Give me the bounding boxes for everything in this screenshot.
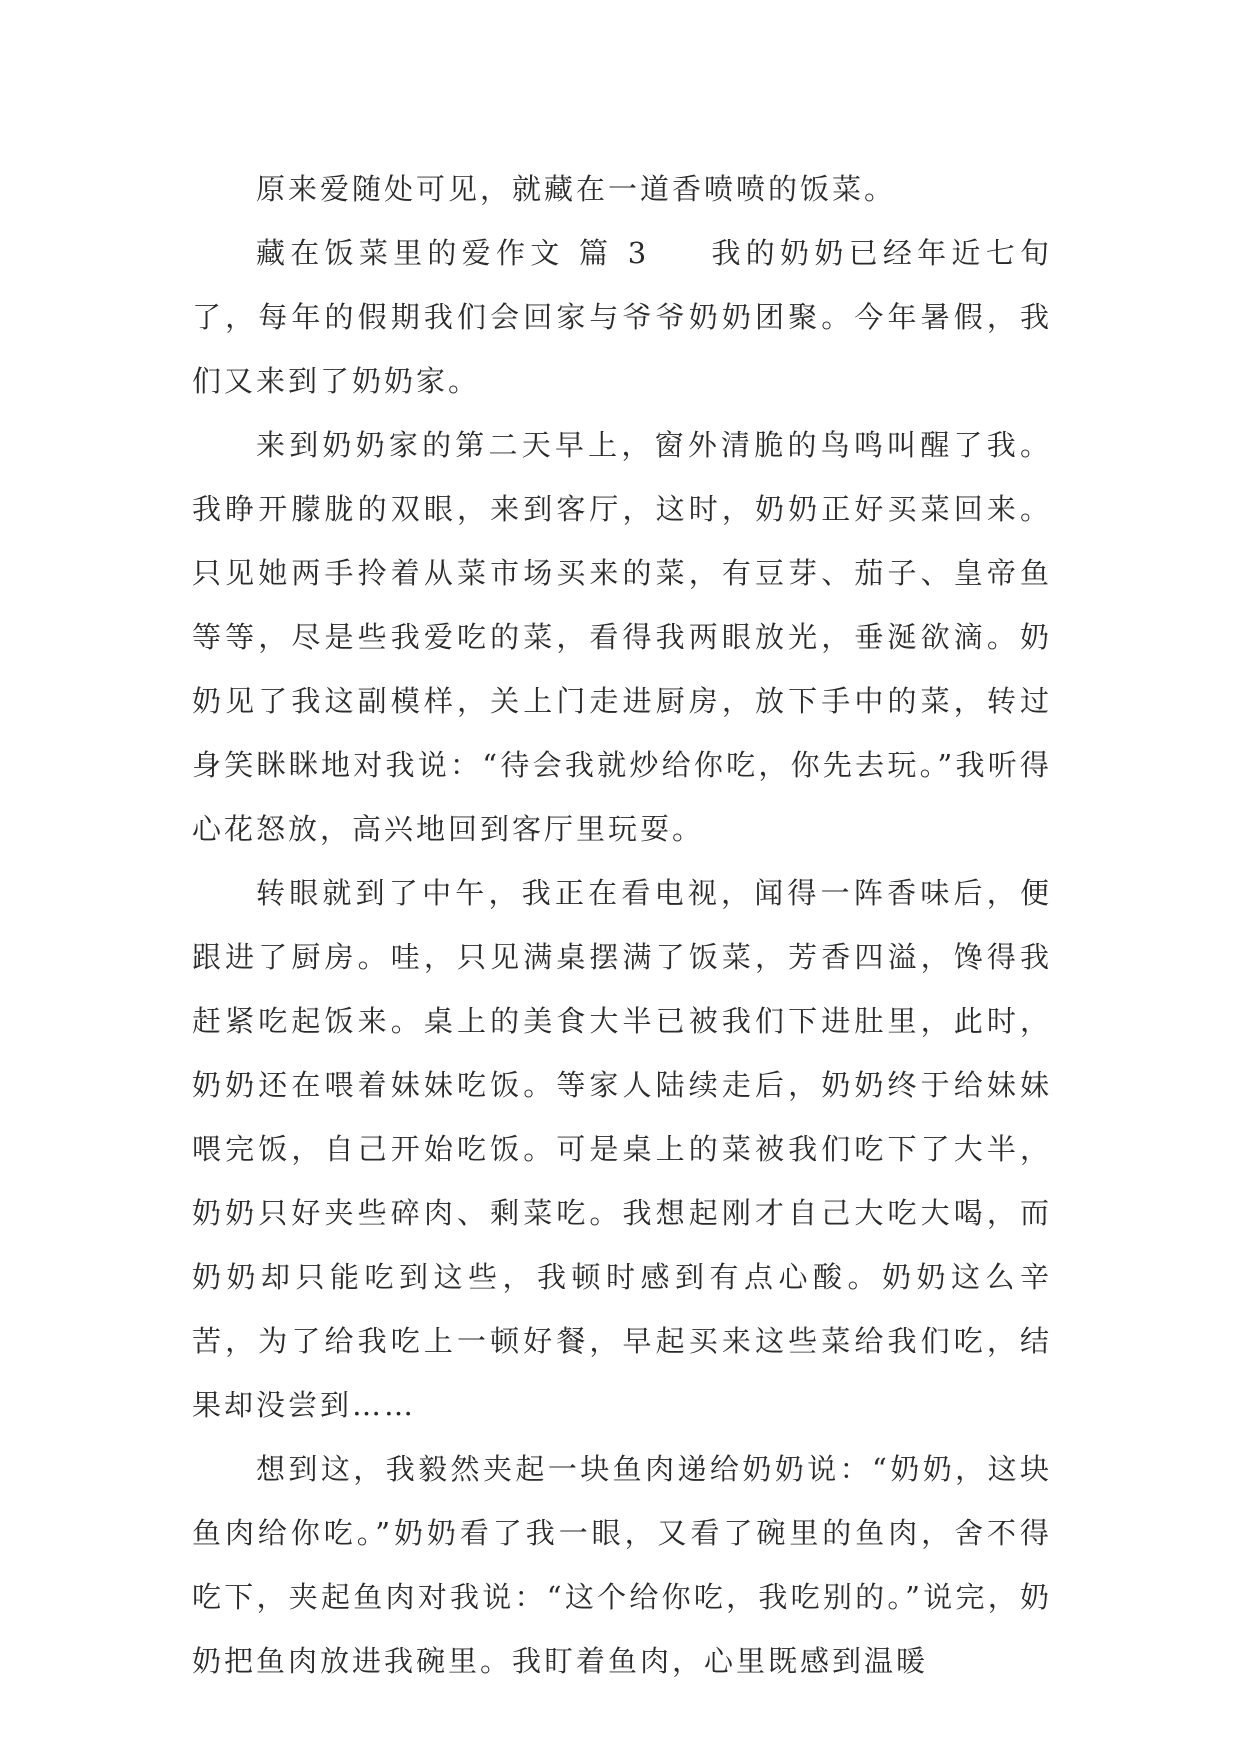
paragraph-4: 转眼就到了中午，我正在看电视，闻得一阵香味后，便跟进了厨房。哇，只见满桌摆满了饭菜，芳香四溢，馋得我赶紧吃起饭来。桌上的美食大半已被我们下进肚里，此时，奶奶还在喂着妹妹吃饭。等家人陆续走后，奶奶终于给妹妹喂完饭，自己开始吃饭。可是桌上的菜被我们吃下了大半，奶奶只好夹些碎肉、剩菜吃。我想起刚才自己大吃大喝，而奶奶却只能吃到这些，我顿时感到有点心酸。奶奶这么辛苦，为了给我吃上一顿好餐，早起买来这些菜给我们吃，结果却没尝到……: [192, 876, 1052, 1422]
section-heading: 藏在饭菜里的爱作文 篇 3: [256, 236, 650, 270]
paragraph-5: 想到这，我毅然夹起一块鱼肉递给奶奶说：“奶奶，这块鱼肉给你吃。”奶奶看了我一眼，又看了碗里的鱼肉，舍不得吃下，夹起鱼肉对我说：“这个给你吃，我吃别的。”说完，奶奶把鱼肉放进我碗里。我盯着鱼肉，心里既感到温暖: [192, 1452, 1052, 1678]
paragraph-2: [192, 221, 1052, 413]
document-body: [192, 157, 1052, 1693]
paragraph-3: 来到奶奶家的第二天早上，窗外清脆的鸟鸣叫醒了我。我睁开朦胧的双眼，来到客厅，这时，奶奶正好买菜回来。只见她两手拎着从菜市场买来的菜，有豆芽、茄子、皇帝鱼等等，尽是些我爱吃的菜，看得我两眼放光，垂涎欲滴。奶奶见了我这副模样，关上门走进厨房，放下手中的菜，转过身笑眯眯地对我说：“待会我就炒给你吃，你先去玩。”我听得心花怒放，高兴地回到客厅里玩耍。: [192, 428, 1052, 846]
paragraph-1: 原来爱随处可见，就藏在一道香喷喷的饭菜。: [256, 172, 897, 206]
paragraph-2-text: 我的奶奶已经年近七旬了，每年的假期我们会回家与爷爷奶奶团聚。今年暑假，我们又来到了奶奶家。: [192, 236, 1052, 398]
